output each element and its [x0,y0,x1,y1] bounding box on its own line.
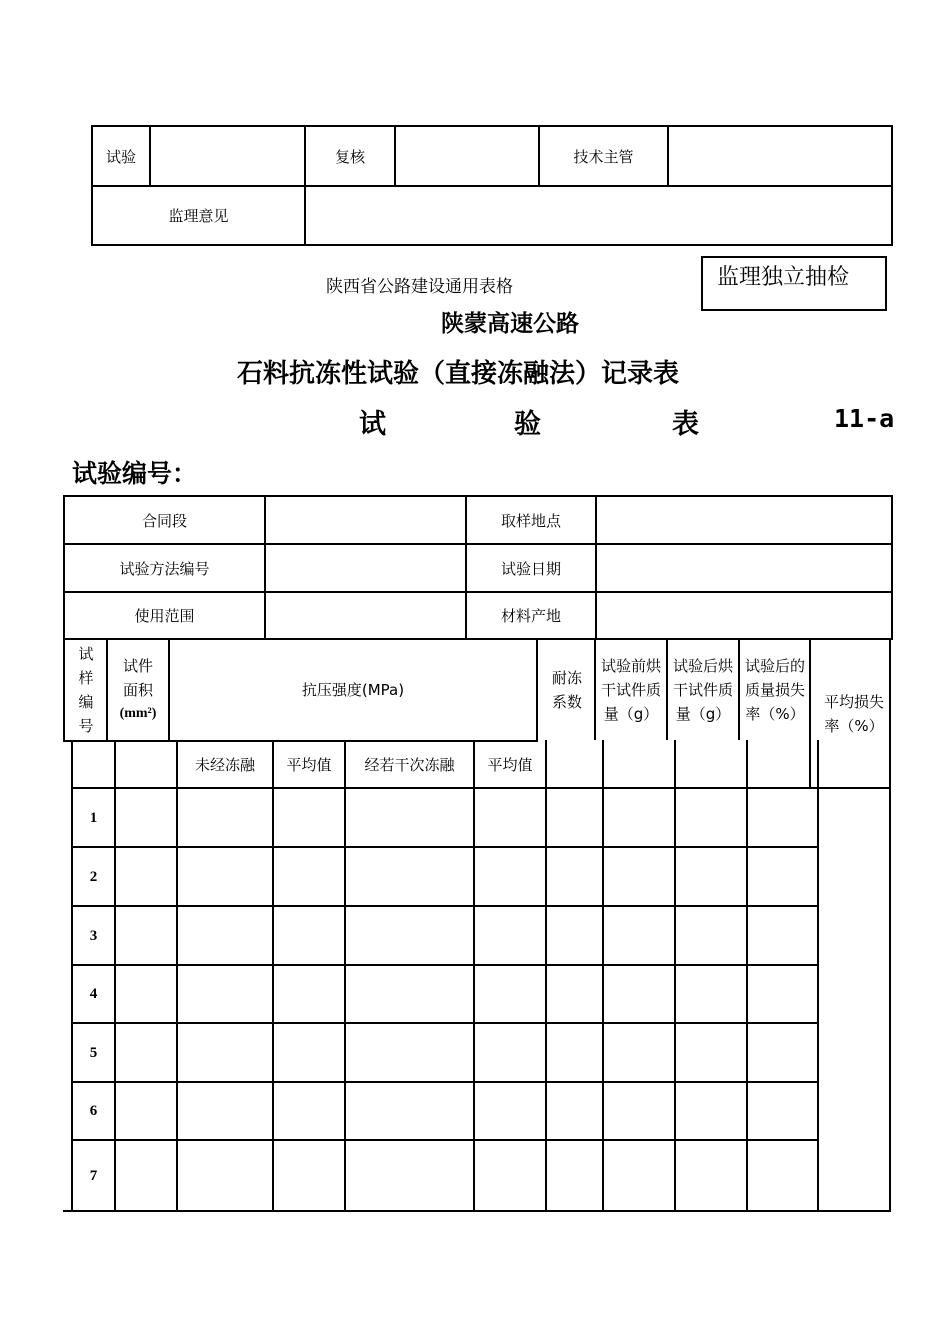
page-title: 石料抗冻性试验（直接冻融法）记录表 [237,359,680,389]
test-date-label: 试验日期 [466,544,596,592]
tech-lead-signature-field[interactable] [668,126,892,186]
general-form-label: 陕西省公路建设通用表格 [326,277,513,297]
col-mass-after: 试验后烘干试件质量（g） [673,657,734,723]
row-number: 3 [89,927,98,944]
col-strength: 抗压强度(MPa) [301,681,405,699]
row-number: 4 [89,986,98,1002]
review-label: 复核 [305,126,395,186]
col-avg-loss: 平均损失率（%） [823,693,884,735]
method-code-label: 试验方法编号 [64,544,265,592]
col-frost-coef: 耐冻系数 [551,669,582,711]
form-char-3: 表 [672,409,699,440]
row-number: 6 [89,1103,98,1119]
form-char-1: 试 [359,409,386,440]
col-unfrozen: 未经冻融 [194,755,255,774]
review-signature-field[interactable] [395,126,539,186]
stamp-box [701,256,887,311]
contract-field[interactable] [265,496,466,544]
row-number: 1 [89,809,98,826]
col-average-2: 平均值 [487,755,533,774]
sampling-site-label: 取样地点 [466,496,596,544]
row-number: 5 [89,1044,98,1061]
sampling-site-field[interactable] [596,496,892,544]
col-area-unit: (mm²) [119,706,157,721]
stamp-text: 监理独立抽检 [717,265,850,290]
test-signature-field[interactable] [150,126,305,186]
usage-label: 使用范围 [64,592,265,639]
usage-field[interactable] [265,592,466,639]
col-average-1: 平均值 [286,755,332,774]
col-loss-rate: 试验后的质量损失率（%） [745,657,806,723]
supervision-opinion-field[interactable] [305,186,892,245]
col-area-label: 试件面积 [122,657,153,699]
row-number: 2 [89,868,98,885]
test-label: 试验 [92,126,150,186]
tech-lead-label: 技术主管 [539,126,668,186]
signoff-table [91,125,893,246]
col-mass-before: 试验前烘干试件质量（g） [601,657,662,723]
contract-label: 合同段 [64,496,265,544]
form-number: 11-a [834,404,895,433]
col-frozen-cycles: 经若干次冻融 [364,755,455,774]
col-area [108,640,168,740]
material-origin-label: 材料产地 [466,592,596,639]
test-number-label: 试验编号： [72,459,198,488]
supervision-opinion-label: 监理意见 [92,186,305,245]
test-date-field[interactable] [596,544,892,592]
row-number: 7 [89,1167,98,1184]
col-sample-no: 试样编号 [78,645,94,735]
method-code-field[interactable] [265,544,466,592]
form-char-2: 验 [514,409,541,440]
info-table [63,495,893,640]
project-name: 陕蒙高速公路 [441,311,579,337]
material-origin-field[interactable] [596,592,892,639]
